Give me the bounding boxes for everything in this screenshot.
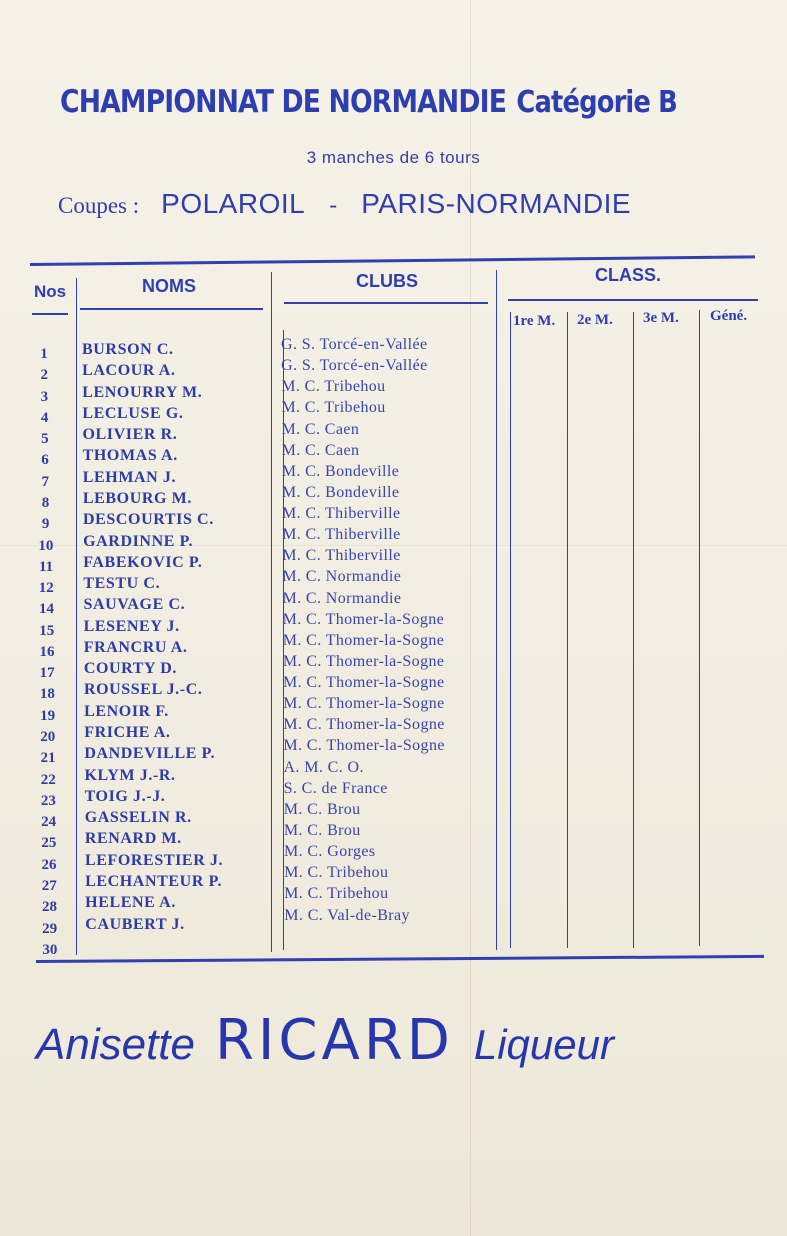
rider-name: FRANCRU A. [83,638,188,656]
row-number: 10 [38,537,54,554]
rider-club: M. C. Thomer-la-Sogne [283,695,445,713]
header-class: CLASS. [595,265,662,285]
ad-anisette: Anisette [36,1020,195,1069]
header-general: Géné. [710,308,748,324]
row-number: 19 [40,707,56,724]
rider-club: M. C. Caen [281,441,360,459]
rider-name: LECLUSE G. [82,404,184,422]
rider-club: M. C. Thomer-la-Sogne [282,610,445,628]
row-number: 25 [41,835,57,852]
rider-name: DANDEVILLE P. [84,745,216,763]
rider-club: M. C. Tribehou [281,399,386,417]
rider-name: KLYM J.-R. [84,766,176,784]
rider-club: M. C. Tribehou [284,864,389,882]
rider-name: RENARD M. [84,830,182,848]
row-number: 11 [39,558,54,575]
rider-name: OLIVIER R. [82,426,178,444]
rider-club: M. C. Normandie [282,568,402,586]
rider-club: M. C. Thiberville [282,526,401,544]
col-sep-nos [76,278,77,955]
row-number: 16 [39,643,55,660]
header-noms: NOMS [142,276,196,296]
rider-name: BURSON C. [82,341,174,358]
rider-club: M. C. Thomer-la-Sogne [283,716,445,734]
rider-club: M. C. Caen [281,420,360,438]
header-nos: Nos [34,282,67,301]
rider-name: LEFORESTIER J. [84,851,224,869]
page-title [60,84,677,120]
col-sep-class-1 [510,312,511,948]
row-number: 21 [40,750,56,767]
row-number: 8 [41,494,50,511]
rider-club: S. C. de France [283,779,388,797]
rider-club: M. C. Thomer-la-Sogne [282,631,445,649]
rider-club: M. C. Brou [283,800,361,818]
row-number: 28 [41,899,57,916]
row-number: 20 [40,729,56,746]
ad-ricard-logo: RICARD [214,1008,454,1073]
row-number: 24 [41,814,57,831]
row-number: 9 [41,516,50,533]
rider-club: M. C. Brou [283,822,361,839]
col-sep-clubs [496,270,497,950]
rider-club: M. C. Tribehou [281,378,386,396]
header-clubs: CLUBS [356,271,418,291]
coupes-label: Coupes : [58,193,140,218]
row-number: 5 [41,431,49,448]
rider-club: M. C. Thomer-la-Sogne [282,674,445,692]
rider-name: GASSELIN R. [84,809,192,827]
row-number: 15 [39,622,55,639]
row-number: 29 [42,920,58,937]
rider-name: LEBOURG M. [82,489,192,507]
row-number: 2 [40,367,48,384]
rider-club: G. S. Torcé-en-Vallée [281,357,428,375]
clubs-underline [284,302,488,304]
row-number: 7 [41,473,49,490]
rider-club: M. C. Thomer-la-Sogne [282,652,445,670]
row-number: 18 [39,686,55,703]
row-number: 1 [40,346,48,362]
coupes-separator: - [329,192,338,219]
rider-name: FRICHE A. [84,724,171,742]
header-manche-1: 1re M. [513,313,556,329]
advertisement-footer [36,1008,776,1073]
rider-name: LECHANTEUR P. [85,873,223,890]
rider-club: M. C. Thomer-la-Sogne [283,737,445,755]
nos-underline [32,313,68,315]
row-number: 17 [39,665,55,682]
rider-club: M. C. Bondeville [281,483,400,501]
rider-club: M. C. Thiberville [282,547,401,565]
col-sep-class-2 [567,312,568,948]
rider-club: A. M. C. O. [283,758,364,776]
row-number: 27 [41,878,57,894]
championship-title: CHAMPIONNAT DE NORMANDIE [60,84,507,120]
col-sep-class-3 [633,312,634,948]
ad-liqueur: Liqueur [473,1021,614,1068]
row-number: 14 [39,601,55,618]
row-number: 23 [40,792,56,809]
rider-name: LACOUR A. [82,362,176,380]
rider-name: LEHMAN J. [82,468,177,486]
row-number: 4 [40,409,49,426]
rider-club: M. C. Val-de-Bray [284,906,410,924]
rider-name: SAUVAGE C. [83,596,186,614]
rider-club: G. S. Torcé-en-Vallée [281,336,428,353]
row-number: 22 [40,771,56,788]
rider-name: TOIG J.-J. [84,787,166,805]
col-sep-class-4 [699,310,700,946]
row-number: 6 [41,452,49,469]
rider-club: M. C. Tribehou [284,885,389,903]
row-number: 26 [41,856,57,873]
rider-name: FABEKOVIC P. [83,553,203,571]
coupe-paris-normandie: PARIS-NORMANDIE [361,188,632,219]
rider-name: ROUSSEL J.-C. [83,681,203,699]
rider-name: LENOURRY M. [82,383,203,401]
rider-name: THOMAS A. [82,447,178,465]
rider-name: LENOIR F. [84,702,169,720]
noms-underline [80,308,263,310]
row-number: 30 [42,941,58,958]
rider-club: M. C. Gorges [283,843,376,861]
coupe-polaroil: POLAROIL [161,188,306,219]
row-number: 3 [40,388,49,405]
rider-name: DESCOURTIS C. [82,511,214,529]
rider-name: HELENE A. [85,894,176,912]
category-label: Catégorie B [516,85,677,120]
rider-name: TESTU C. [83,575,161,593]
col-sep-noms [271,272,272,952]
class-underline [508,299,758,301]
coupes-line [58,188,758,220]
rider-name: LESENEY J. [83,617,180,635]
header-manche-2: 2e M. [577,312,613,328]
header-manche-3: 3e M. [643,310,679,326]
row-number: 12 [38,580,54,597]
subtitle: 3 manches de 6 tours [306,148,481,167]
rider-club: M. C. Bondeville [281,462,400,480]
rider-name: COURTY D. [83,660,177,678]
rider-club: M. C. Thiberville [281,505,401,523]
rider-name: CAUBERT J. [85,915,185,933]
rider-name: GARDINNE P. [83,532,194,550]
rider-club: M. C. Normandie [282,589,402,607]
